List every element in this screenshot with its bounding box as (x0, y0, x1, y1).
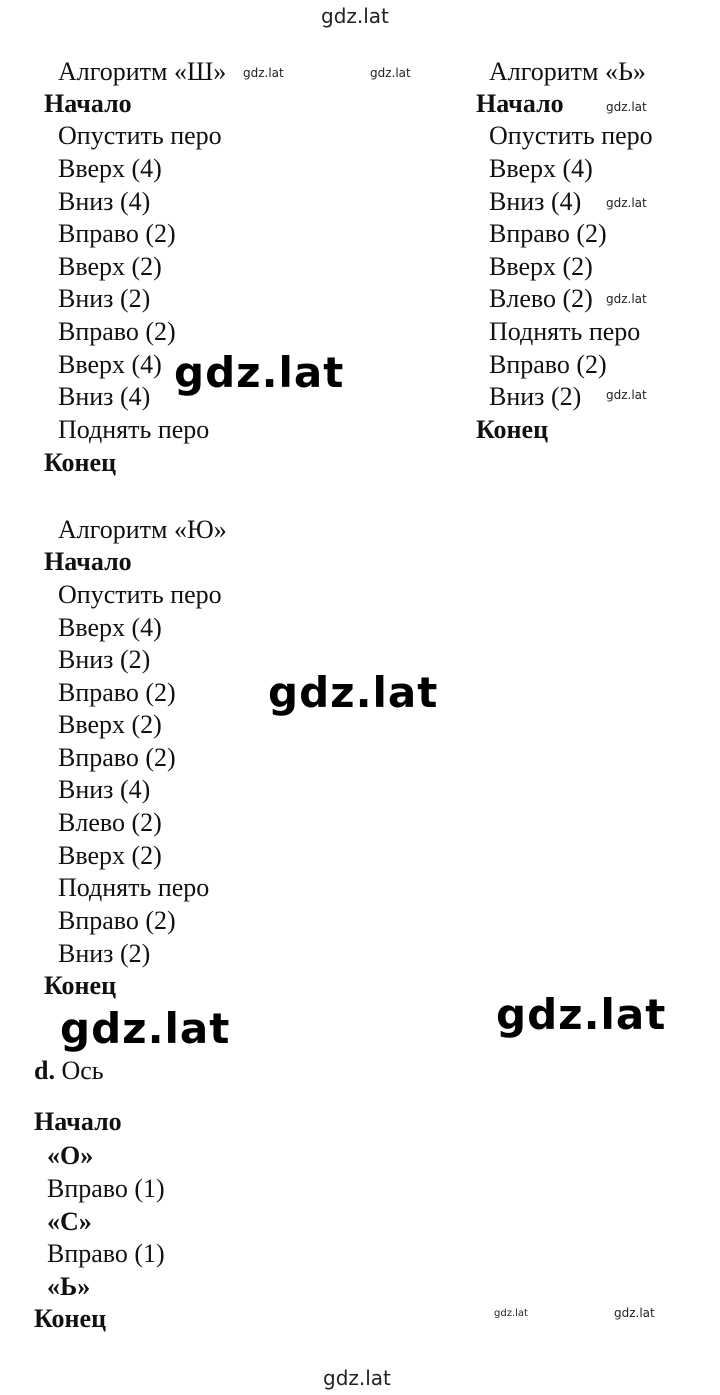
algorithm-step: Вверх (2) (58, 252, 162, 281)
algorithm-start: Начало (476, 89, 564, 118)
watermark-large: gdz.lat (174, 348, 345, 397)
algorithm-step: Опустить перо (58, 580, 222, 609)
algorithm-step: Вверх (2) (58, 710, 162, 739)
watermark-top: gdz.lat (321, 4, 389, 28)
watermark-small: gdz.lat (494, 1308, 528, 1319)
part-d-heading (34, 1055, 104, 1087)
algorithm-step: Поднять перо (58, 415, 210, 444)
algorithm-end: Конец (44, 971, 117, 1000)
watermark-large: gdz.lat (60, 1004, 231, 1053)
part-d-step: «Ь» (47, 1272, 91, 1301)
algorithm-step: Вправо (2) (58, 219, 176, 248)
part-d-step: «О» (47, 1141, 94, 1170)
algorithm-step: Вправо (2) (58, 743, 176, 772)
algorithm-end: Конец (44, 448, 117, 477)
algorithm-step: Вниз (4) (58, 382, 151, 411)
algorithm-step: Вниз (2) (58, 645, 151, 674)
part-d-word: Ось (61, 1056, 104, 1085)
algorithm-step: Вниз (2) (58, 284, 151, 313)
algorithm-step: Вниз (2) (58, 939, 151, 968)
algorithm-step: Вниз (4) (489, 187, 582, 216)
watermark-large: gdz.lat (496, 990, 667, 1039)
watermark-small: gdz.lat (606, 100, 647, 114)
algorithm-step: Влево (2) (58, 808, 162, 837)
algorithm-step: Вправо (2) (489, 219, 607, 248)
algorithm-step: Вверх (4) (58, 154, 162, 183)
watermark-bottom: gdz.lat (323, 1366, 391, 1390)
algorithm-step: Вправо (2) (489, 350, 607, 379)
algorithm-step: Вправо (2) (58, 317, 176, 346)
algorithm-step: Вправо (2) (58, 678, 176, 707)
algorithm-step: Влево (2) (489, 284, 593, 313)
algorithm-start: Начало (44, 547, 132, 576)
algorithm-step: Опустить перо (489, 121, 653, 150)
algorithm-step: Поднять перо (489, 317, 641, 346)
algorithm-title: Алгоритм «Ш» (58, 57, 227, 86)
algorithm-step: Вверх (4) (58, 613, 162, 642)
algorithm-step: Опустить перо (58, 121, 222, 150)
algorithm-step: Вверх (4) (58, 350, 162, 379)
algorithm-step: Вправо (2) (58, 906, 176, 935)
watermark-small: gdz.lat (606, 292, 647, 306)
watermark-small: gdz.lat (614, 1306, 655, 1320)
part-d-step: Вправо (1) (47, 1239, 165, 1268)
watermark-small: gdz.lat (606, 196, 647, 210)
part-d-step: «С» (47, 1207, 92, 1236)
algorithm-step: Вниз (4) (58, 775, 151, 804)
algorithm-step: Вниз (2) (489, 382, 582, 411)
part-d-end: Конец (34, 1304, 107, 1333)
watermark-small: gdz.lat (370, 66, 411, 80)
algorithm-step: Вверх (2) (489, 252, 593, 281)
part-d-start: Начало (34, 1107, 122, 1136)
algorithm-title: Алгоритм «Ь» (489, 57, 646, 86)
algorithm-start: Начало (44, 89, 132, 118)
algorithm-step: Поднять перо (58, 873, 210, 902)
algorithm-step: Вниз (4) (58, 187, 151, 216)
part-d-step: Вправо (1) (47, 1174, 165, 1203)
watermark-large: gdz.lat (268, 668, 439, 717)
algorithm-step: Вверх (4) (489, 154, 593, 183)
part-d-letter: d. (34, 1056, 55, 1085)
watermark-small: gdz.lat (243, 66, 284, 80)
algorithm-end: Конец (476, 415, 549, 444)
algorithm-step: Вверх (2) (58, 841, 162, 870)
algorithm-title: Алгоритм «Ю» (58, 515, 227, 544)
watermark-small: gdz.lat (606, 388, 647, 402)
